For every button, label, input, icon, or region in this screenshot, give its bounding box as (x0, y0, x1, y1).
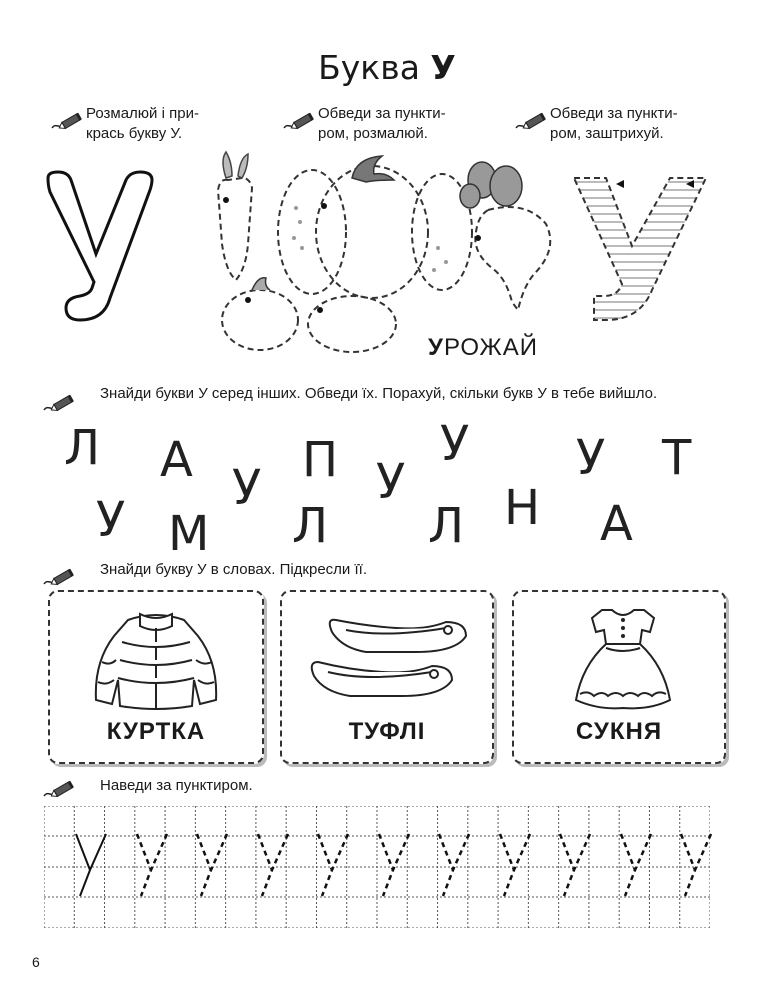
trace-letter (72, 830, 112, 900)
pencil-icon (42, 778, 76, 800)
trace-letter[interactable] (435, 830, 475, 900)
scatter-letter[interactable]: У (96, 492, 126, 548)
instruction-underline-letter: Знайди букву У в словах. Підкресли її. (100, 561, 367, 578)
instruction-color-letter: Розмалюй і при- крась букву У. (86, 105, 199, 142)
dress-icon (568, 604, 678, 714)
scatter-letter[interactable]: Л (64, 420, 101, 476)
title-text: Буква (318, 48, 431, 87)
trace-letter[interactable] (617, 830, 657, 900)
scatter-letter[interactable]: П (302, 432, 339, 488)
trace-letter[interactable] (193, 830, 233, 900)
outline-letter-u[interactable] (40, 168, 170, 330)
page-number: 6 (32, 954, 40, 970)
trace-letter-row (72, 830, 722, 910)
shoes-icon (306, 608, 472, 704)
instruction-find-letters: Знайди букви У серед інших. Обведи їх. Порахуй, скільки букв У в тебе вийшло. (100, 385, 658, 402)
pencil-icon (42, 566, 76, 588)
card-word: КУРТКА (106, 718, 206, 745)
trace-letter[interactable] (133, 830, 173, 900)
pencil-icon (282, 110, 316, 132)
harvest-word-rest: РОЖАЙ (443, 334, 538, 361)
trace-letter[interactable] (375, 830, 415, 900)
instruction-trace-grid: Наведи за пунктиром. (100, 777, 253, 794)
jacket-icon (88, 606, 224, 712)
harvest-word (428, 334, 538, 362)
scatter-letter[interactable]: Л (428, 498, 465, 554)
word-card-dress[interactable] (512, 590, 726, 764)
title-letter: У (430, 48, 456, 87)
harvest-vegetables-tracing[interactable] (206, 148, 566, 360)
card-word: ТУФЛІ (348, 718, 426, 745)
word-card-jacket[interactable] (48, 590, 264, 764)
trace-letter[interactable] (677, 830, 717, 900)
scatter-letter[interactable]: А (160, 432, 193, 488)
word-card-shoes[interactable] (280, 590, 494, 764)
trace-letter[interactable] (254, 830, 294, 900)
scatter-letter[interactable]: Н (504, 480, 541, 536)
pencil-icon (514, 110, 548, 132)
scatter-letter[interactable]: А (600, 496, 633, 552)
scatter-letter[interactable]: У (440, 416, 470, 472)
harvest-word-first-letter: У (428, 334, 444, 361)
trace-letter[interactable] (314, 830, 354, 900)
page-title (0, 48, 774, 87)
scatter-letter[interactable]: У (576, 430, 606, 486)
scatter-letter[interactable]: Т (662, 430, 692, 486)
pencil-icon (50, 110, 84, 132)
trace-letter[interactable] (496, 830, 536, 900)
scatter-letter[interactable]: У (232, 460, 262, 516)
scatter-letter[interactable]: Л (292, 498, 329, 554)
instruction-trace-color: Обведи за пункти- ром, розмалюй. (318, 105, 446, 142)
scatter-letter[interactable]: У (376, 454, 406, 510)
trace-letter[interactable] (556, 830, 596, 900)
scatter-letter[interactable]: М (168, 506, 210, 562)
instruction-trace-hatch: Обведи за пункти- ром, заштрихуй. (550, 105, 678, 142)
card-word: СУКНЯ (575, 718, 663, 745)
pencil-icon (42, 392, 76, 414)
hatch-letter-u[interactable] (566, 170, 726, 330)
